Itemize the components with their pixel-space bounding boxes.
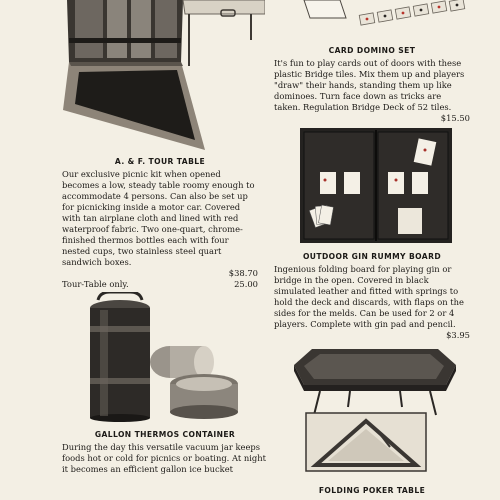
card-domino-price: $15.50 bbox=[440, 113, 470, 123]
card-domino-title: CARD DOMINO SET bbox=[328, 46, 416, 55]
tour-table-price-row bbox=[62, 268, 258, 279]
gin-rummy-description: Ingenious folding board for playing gin or bridge in the open. Covered in black simulated leather and fitted with springs to hold the deck and discards, with flaps on the sides for the melds. Can be used for 2 or 4 players. Complete with gin pad and pencil. bbox=[274, 264, 464, 329]
gin-rummy-price: $3.95 bbox=[446, 330, 470, 340]
poker-table-photo bbox=[290, 345, 460, 475]
poker-table-entry bbox=[274, 486, 470, 495]
gin-rummy-price-row bbox=[274, 330, 470, 341]
card-domino-photo bbox=[300, 0, 470, 34]
gin-rummy-photo bbox=[300, 128, 452, 243]
card-domino-price-row bbox=[274, 113, 470, 124]
tour-table-entry bbox=[62, 157, 258, 290]
gin-rummy-title: OUTDOOR GIN RUMMY BOARD bbox=[302, 252, 442, 261]
tour-table-option-row bbox=[62, 279, 258, 290]
thermos-description: During the day this versatile vacuum jar keeps foods hot or cold for picnics or boating. At night it becomes an efficient gallon ice bucket bbox=[62, 442, 266, 474]
thermos-photo bbox=[70, 292, 245, 422]
thermos-title: GALLON THERMOS CONTAINER bbox=[94, 430, 236, 439]
tour-table-title: A. & F. TOUR TABLE bbox=[114, 157, 206, 166]
tour-table-description: Our exclusive picnic kit when opened becomes a low, steady table roomy enough to accommodate 4 persons. Can also be set up for picnicking inside a motor car. Covered with tan airplane cloth and lined with red waterproof fabric. Two one-quart, chrome-finished thermos bottles each with four nested cups, two stainless steel quart sandwich boxes. bbox=[62, 169, 255, 267]
tour-table-option-price: 25.00 bbox=[234, 279, 258, 289]
poker-table-title: FOLDING POKER TABLE bbox=[318, 486, 426, 495]
tour-table-price: $38.70 bbox=[228, 268, 258, 278]
tour-table-photo bbox=[55, 0, 265, 150]
tour-table-option-label: Tour-Table only. bbox=[62, 279, 129, 289]
thermos-entry bbox=[62, 430, 268, 475]
gin-rummy-entry bbox=[274, 252, 470, 341]
card-domino-entry bbox=[274, 46, 470, 124]
card-domino-description: It's fun to play cards out of doors with these plastic Bridge tiles. Mix them up and players "draw" their hands, standing them up like dominoes. Turn face down as tricks are taken. Regulation Bridge Deck of 52 tiles. bbox=[274, 58, 465, 112]
